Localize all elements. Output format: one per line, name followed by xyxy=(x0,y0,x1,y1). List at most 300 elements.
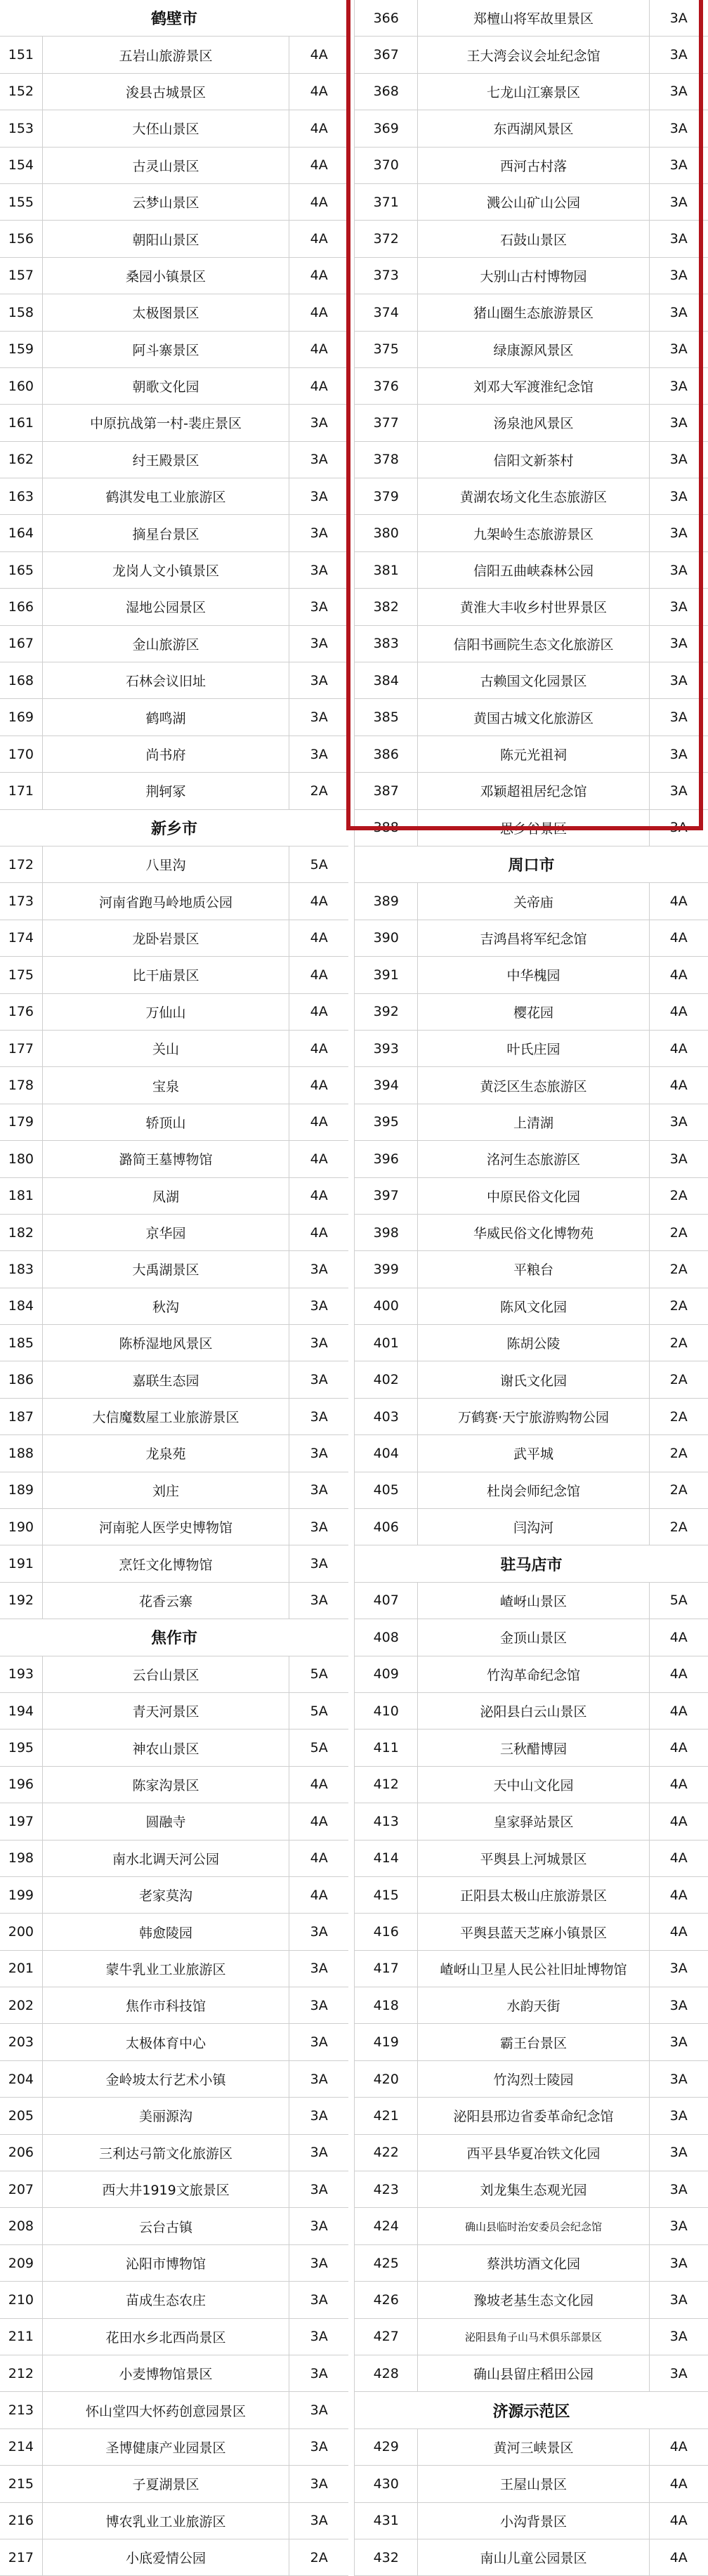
rating-level: 3A xyxy=(289,1361,348,1397)
table-row xyxy=(0,1399,348,1435)
row-number: 169 xyxy=(0,699,43,735)
rating-level: 3A xyxy=(289,1951,348,1987)
table-row xyxy=(354,1325,708,1361)
scenic-spot-name: 信阳五曲峡森林公园 xyxy=(418,552,649,588)
scenic-spot-name: 九架岭生态旅游景区 xyxy=(418,515,649,551)
table-row xyxy=(354,699,708,735)
row-number: 154 xyxy=(0,148,43,183)
table-row xyxy=(354,1104,708,1141)
rating-level: 3A xyxy=(289,1288,348,1324)
row-number: 162 xyxy=(0,442,43,478)
table-row xyxy=(354,1361,708,1398)
rating-level: 2A xyxy=(650,1435,708,1471)
scenic-spot-name: 樱花园 xyxy=(418,994,649,1030)
row-number: 205 xyxy=(0,2098,43,2133)
scenic-spot-name: 吉鸿昌将军纪念馆 xyxy=(418,920,649,956)
scenic-spot-name: 花田水乡北西尚景区 xyxy=(43,2319,290,2355)
rating-level: 3A xyxy=(650,1987,708,2023)
row-number: 405 xyxy=(354,1472,418,1508)
rating-level: 2A xyxy=(650,1251,708,1287)
rating-level: 4A xyxy=(289,221,348,256)
row-number: 391 xyxy=(354,957,418,993)
row-number: 387 xyxy=(354,773,418,809)
table-row xyxy=(354,2503,708,2539)
scenic-spot-name: 尚书府 xyxy=(43,736,290,772)
table-row xyxy=(0,846,348,883)
scenic-spot-name: 关帝庙 xyxy=(418,883,649,919)
row-number: 395 xyxy=(354,1104,418,1140)
scenic-spot-name: 陈桥湿地风景区 xyxy=(43,1325,290,1361)
rating-level: 4A xyxy=(650,2539,708,2575)
row-number: 206 xyxy=(0,2135,43,2171)
table-row xyxy=(0,1288,348,1325)
scenic-spot-name: 子夏湖景区 xyxy=(43,2466,290,2502)
scenic-spot-name: 猪山圈生态旅游景区 xyxy=(418,294,649,330)
rating-level: 4A xyxy=(289,1031,348,1066)
rating-level: 3A xyxy=(289,515,348,551)
rating-level: 3A xyxy=(650,2245,708,2281)
row-number: 427 xyxy=(354,2319,418,2355)
row-number: 199 xyxy=(0,1877,43,1913)
scenic-spot-name: 金山旅游区 xyxy=(43,626,290,662)
rating-level: 4A xyxy=(289,37,348,72)
scenic-spot-name: 秋沟 xyxy=(43,1288,290,1324)
rating-level: 3A xyxy=(289,2319,348,2355)
rating-level: 3A xyxy=(289,662,348,698)
scenic-spot-name: 陈风文化园 xyxy=(418,1288,649,1324)
scenic-spot-name: 绿康源风景区 xyxy=(418,332,649,367)
city-header: 新乡市 xyxy=(0,810,348,846)
table-row xyxy=(0,1509,348,1545)
table-row xyxy=(354,2466,708,2502)
scenic-spot-name: 河南省跑马岭地质公园 xyxy=(43,883,290,919)
scenic-spot-name: 确山县留庄稻田公园 xyxy=(418,2355,649,2391)
rating-level: 4A xyxy=(289,368,348,404)
scenic-spot-name: 陈家沟景区 xyxy=(43,1767,290,1803)
rating-level: 3A xyxy=(289,1583,348,1619)
table-row xyxy=(0,1914,348,1950)
row-number: 414 xyxy=(354,1841,418,1876)
rating-level: 2A xyxy=(289,2539,348,2575)
table-row xyxy=(0,883,348,920)
row-number: 198 xyxy=(0,1841,43,1876)
row-number: 195 xyxy=(0,1730,43,1765)
rating-level: 3A xyxy=(289,2061,348,2097)
rating-level: 2A xyxy=(650,1178,708,1214)
right-table xyxy=(354,0,708,2576)
row-number: 172 xyxy=(0,846,43,882)
scenic-spot-name: 云台古镇 xyxy=(43,2208,290,2244)
scenic-spot-name: 信阳文新茶村 xyxy=(418,442,649,478)
table-row xyxy=(354,626,708,662)
rating-level: 3A xyxy=(650,2208,708,2244)
table-row xyxy=(354,883,708,920)
scenic-spot-name: 朝歌文化园 xyxy=(43,368,290,404)
rating-level: 3A xyxy=(289,1435,348,1471)
row-number: 420 xyxy=(354,2061,418,2097)
rating-level: 4A xyxy=(650,1877,708,1913)
row-number: 187 xyxy=(0,1399,43,1434)
table-row xyxy=(0,368,348,405)
row-number: 157 xyxy=(0,258,43,294)
row-number: 200 xyxy=(0,1914,43,1949)
row-number: 182 xyxy=(0,1215,43,1250)
rating-level: 3A xyxy=(289,736,348,772)
rating-level: 3A xyxy=(289,699,348,735)
rating-level: 3A xyxy=(650,1141,708,1177)
rating-level: 4A xyxy=(289,1178,348,1214)
rating-level: 3A xyxy=(650,221,708,256)
rating-level: 3A xyxy=(650,773,708,809)
rating-level: 3A xyxy=(650,2135,708,2171)
row-number: 170 xyxy=(0,736,43,772)
table-row xyxy=(0,662,348,699)
row-number: 388 xyxy=(354,810,418,846)
scenic-spot-name: 王大湾会议会址纪念馆 xyxy=(418,37,649,72)
scenic-spot-name: 上清湖 xyxy=(418,1104,649,1140)
row-number: 212 xyxy=(0,2355,43,2391)
table-row xyxy=(0,1472,348,1509)
rating-level: 3A xyxy=(650,626,708,662)
scenic-spot-name: 华威民俗文化博物苑 xyxy=(418,1215,649,1250)
row-number: 204 xyxy=(0,2061,43,2097)
row-number: 406 xyxy=(354,1509,418,1545)
table-row xyxy=(354,2135,708,2171)
row-number: 403 xyxy=(354,1399,418,1434)
scenic-spot-name: 王屋山景区 xyxy=(418,2466,649,2502)
city-header: 焦作市 xyxy=(0,1619,348,1656)
scenic-spot-name: 古赖国文化园景区 xyxy=(418,662,649,698)
table-row xyxy=(0,699,348,735)
scenic-spot-name: 三秋醋博园 xyxy=(418,1730,649,1765)
rating-level: 5A xyxy=(650,1583,708,1619)
row-number: 190 xyxy=(0,1509,43,1545)
rating-level: 3A xyxy=(289,2208,348,2244)
rating-level: 3A xyxy=(650,74,708,110)
table-row xyxy=(354,1877,708,1914)
scenic-spot-name: 蒙牛乳业工业旅游区 xyxy=(43,1951,290,1987)
row-number: 410 xyxy=(354,1693,418,1729)
table-row xyxy=(354,1141,708,1177)
scenic-spot-name: 竹沟烈士陵园 xyxy=(418,2061,649,2097)
table-row xyxy=(354,810,708,846)
table-row xyxy=(0,1951,348,1987)
table-row xyxy=(354,515,708,551)
table-row xyxy=(354,1730,708,1766)
scenic-spot-name: 八里沟 xyxy=(43,846,290,882)
rating-level: 4A xyxy=(289,1215,348,1250)
table-row xyxy=(354,1841,708,1877)
scenic-spot-name: 河南驼人医学史博物馆 xyxy=(43,1509,290,1545)
table-row xyxy=(354,2282,708,2318)
row-number: 393 xyxy=(354,1031,418,1066)
table-row xyxy=(354,1509,708,1545)
table-row xyxy=(354,1803,708,1840)
table-row xyxy=(354,2355,708,2392)
rating-level: 4A xyxy=(650,883,708,919)
table-row xyxy=(354,1767,708,1803)
table-row xyxy=(0,2319,348,2355)
scenic-spot-name: 太极图景区 xyxy=(43,294,290,330)
scenic-spot-name: 老家莫沟 xyxy=(43,1877,290,1913)
rating-level: 3A xyxy=(650,405,708,440)
scenic-spot-name: 黄泛区生态旅游区 xyxy=(418,1067,649,1103)
scenic-spot-name: 万鹤赛·天宁旅游购物公园 xyxy=(418,1399,649,1434)
table-row xyxy=(354,2245,708,2282)
table-row xyxy=(0,773,348,809)
rating-level: 3A xyxy=(289,1472,348,1508)
table-row xyxy=(0,2098,348,2134)
row-number: 415 xyxy=(354,1877,418,1913)
scenic-spot-name: 洺河生态旅游区 xyxy=(418,1141,649,1177)
rating-level: 3A xyxy=(650,368,708,404)
table-row xyxy=(0,2466,348,2502)
table-row xyxy=(354,74,708,110)
table-row xyxy=(0,2061,348,2098)
scenic-spot-name: 刘邓大军渡淮纪念馆 xyxy=(418,368,649,404)
row-number: 161 xyxy=(0,405,43,440)
row-number: 394 xyxy=(354,1067,418,1103)
row-number: 202 xyxy=(0,1987,43,2023)
rating-level: 4A xyxy=(650,1693,708,1729)
scenic-spot-name: 西河古村落 xyxy=(418,148,649,183)
row-number: 369 xyxy=(354,110,418,146)
row-number: 208 xyxy=(0,2208,43,2244)
scenic-spot-name: 南水北调天河公园 xyxy=(43,1841,290,1876)
row-number: 192 xyxy=(0,1583,43,1619)
row-number: 376 xyxy=(354,368,418,404)
rating-level: 3A xyxy=(289,2466,348,2502)
scenic-spot-name: 湿地公园景区 xyxy=(43,589,290,625)
table-row xyxy=(0,74,348,110)
row-number: 424 xyxy=(354,2208,418,2244)
table-row xyxy=(0,2024,348,2060)
row-number: 158 xyxy=(0,294,43,330)
city-header: 鹤壁市 xyxy=(0,0,348,37)
rating-level: 3A xyxy=(289,1545,348,1581)
table-row xyxy=(0,2429,348,2466)
row-number: 383 xyxy=(354,626,418,662)
row-number: 177 xyxy=(0,1031,43,1066)
table-row xyxy=(0,258,348,294)
rating-level: 4A xyxy=(289,332,348,367)
row-number: 171 xyxy=(0,773,43,809)
table-row xyxy=(0,1435,348,1472)
scenic-spot-name: 黄河三峡景区 xyxy=(418,2429,649,2465)
rating-level: 4A xyxy=(289,994,348,1030)
rating-level: 3A xyxy=(289,1251,348,1287)
rating-level: 3A xyxy=(650,0,708,36)
rating-level: 3A xyxy=(289,2171,348,2207)
table-row xyxy=(354,552,708,589)
row-number: 183 xyxy=(0,1251,43,1287)
scenic-spot-name: 关山 xyxy=(43,1031,290,1066)
rating-level: 4A xyxy=(650,1767,708,1803)
scenic-spot-name: 大别山古村博物园 xyxy=(418,258,649,294)
row-number: 166 xyxy=(0,589,43,625)
rating-level: 3A xyxy=(650,184,708,220)
table-row xyxy=(354,662,708,699)
table-row xyxy=(354,294,708,331)
rating-level: 3A xyxy=(289,442,348,478)
table-row xyxy=(354,994,708,1031)
row-number: 186 xyxy=(0,1361,43,1397)
table-row xyxy=(354,2171,708,2208)
row-number: 411 xyxy=(354,1730,418,1765)
scenic-spot-name: 古灵山景区 xyxy=(43,148,290,183)
rating-level: 4A xyxy=(650,957,708,993)
row-number: 173 xyxy=(0,883,43,919)
scenic-spot-name: 汤泉池风景区 xyxy=(418,405,649,440)
scenic-spot-name: 蔡洪坊酒文化园 xyxy=(418,2245,649,2281)
rating-level: 4A xyxy=(289,1803,348,1839)
rating-level: 4A xyxy=(650,920,708,956)
rating-level: 2A xyxy=(650,1215,708,1250)
row-number: 400 xyxy=(354,1288,418,1324)
rating-level: 4A xyxy=(289,1104,348,1140)
table-row xyxy=(354,184,708,221)
rating-level: 3A xyxy=(289,1399,348,1434)
table-row xyxy=(0,1803,348,1840)
rating-level: 4A xyxy=(289,258,348,294)
row-number: 408 xyxy=(354,1619,418,1655)
row-number: 373 xyxy=(354,258,418,294)
scenic-spot-name: 万仙山 xyxy=(43,994,290,1030)
scenic-spot-name: 嵖岈山卫星人民公社旧址博物馆 xyxy=(418,1951,649,1987)
rating-level: 3A xyxy=(650,2282,708,2317)
table-row xyxy=(354,2098,708,2134)
row-number: 368 xyxy=(354,74,418,110)
row-number: 382 xyxy=(354,589,418,625)
city-header: 济源示范区 xyxy=(354,2392,708,2428)
row-number: 386 xyxy=(354,736,418,772)
table-row xyxy=(354,2319,708,2355)
rating-level: 4A xyxy=(650,994,708,1030)
rating-level: 4A xyxy=(289,1767,348,1803)
table-row xyxy=(0,2392,348,2428)
scenic-spot-name: 金岭坡太行艺术小镇 xyxy=(43,2061,290,2097)
row-number: 175 xyxy=(0,957,43,993)
table-row xyxy=(0,148,348,184)
rating-level: 3A xyxy=(650,515,708,551)
rating-level: 4A xyxy=(289,920,348,956)
row-number: 176 xyxy=(0,994,43,1030)
row-number: 380 xyxy=(354,515,418,551)
scenic-spot-name: 轿顶山 xyxy=(43,1104,290,1140)
row-number: 207 xyxy=(0,2171,43,2207)
rating-level: 3A xyxy=(650,258,708,294)
rating-level: 4A xyxy=(650,1031,708,1066)
rating-level: 2A xyxy=(650,1361,708,1397)
scenic-spot-name: 美丽源沟 xyxy=(43,2098,290,2133)
table-row xyxy=(0,1178,348,1215)
row-number: 396 xyxy=(354,1141,418,1177)
table-row xyxy=(354,2539,708,2576)
table-row xyxy=(0,1141,348,1177)
table-row xyxy=(0,1251,348,1288)
rating-level: 4A xyxy=(650,2466,708,2502)
scenic-spot-name: 中原民俗文化园 xyxy=(418,1178,649,1214)
rating-level: 3A xyxy=(650,442,708,478)
rating-level: 4A xyxy=(289,883,348,919)
table-row xyxy=(0,1656,348,1693)
scenic-spot-name: 叶氏庄园 xyxy=(418,1031,649,1066)
table-row xyxy=(354,1472,708,1509)
row-number: 178 xyxy=(0,1067,43,1103)
row-number: 378 xyxy=(354,442,418,478)
row-number: 425 xyxy=(354,2245,418,2281)
scenic-spot-name: 焦作市科技馆 xyxy=(43,1987,290,2023)
scenic-spot-name: 中华槐园 xyxy=(418,957,649,993)
scenic-spot-name: 龙卧岩景区 xyxy=(43,920,290,956)
rating-level: 3A xyxy=(289,2392,348,2428)
scenic-spot-name: 竹沟革命纪念馆 xyxy=(418,1656,649,1692)
table-row xyxy=(0,1693,348,1730)
rating-level: 3A xyxy=(289,2503,348,2539)
table-row xyxy=(0,2539,348,2576)
scenic-spot-name: 青天河景区 xyxy=(43,1693,290,1729)
scenic-spot-name: 比干庙景区 xyxy=(43,957,290,993)
scenic-spot-name: 小底爱情公园 xyxy=(43,2539,290,2575)
scenic-spot-name: 泌阳县邢边省委革命纪念馆 xyxy=(418,2098,649,2133)
row-number: 179 xyxy=(0,1104,43,1140)
rating-level: 3A xyxy=(289,2098,348,2133)
rating-level: 3A xyxy=(650,2061,708,2097)
scenic-spot-name: 陈元光祖祠 xyxy=(418,736,649,772)
table-row xyxy=(354,736,708,773)
row-number: 174 xyxy=(0,920,43,956)
scenic-spot-name: 宝泉 xyxy=(43,1067,290,1103)
scenic-spot-name: 京华园 xyxy=(43,1215,290,1250)
table-row xyxy=(354,37,708,73)
rating-level: 3A xyxy=(289,589,348,625)
row-number: 196 xyxy=(0,1767,43,1803)
table-row xyxy=(0,552,348,589)
table-row xyxy=(0,994,348,1031)
rating-level: 4A xyxy=(289,1841,348,1876)
rating-level: 4A xyxy=(289,1141,348,1177)
table-row xyxy=(0,1841,348,1877)
scenic-spot-name: 嘉联生态园 xyxy=(43,1361,290,1397)
table-row xyxy=(0,736,348,773)
table-row xyxy=(0,920,348,957)
rating-level: 3A xyxy=(289,478,348,514)
row-number: 165 xyxy=(0,552,43,588)
row-number: 184 xyxy=(0,1288,43,1324)
row-number: 209 xyxy=(0,2245,43,2281)
rating-level: 2A xyxy=(650,1399,708,1434)
scenic-spot-name: 水韵天街 xyxy=(418,1987,649,2023)
rating-level: 3A xyxy=(289,2135,348,2171)
row-number: 151 xyxy=(0,37,43,72)
scenic-spot-name: 黄国古城文化旅游区 xyxy=(418,699,649,735)
table-row xyxy=(354,110,708,147)
scenic-spot-name: 龙岗人文小镇景区 xyxy=(43,552,290,588)
table-row xyxy=(354,405,708,441)
scenic-spot-name: 闫沟河 xyxy=(418,1509,649,1545)
rating-level: 2A xyxy=(650,1509,708,1545)
rating-level: 4A xyxy=(650,2503,708,2539)
row-number: 155 xyxy=(0,184,43,220)
scenic-spot-name: 鹤鸣湖 xyxy=(43,699,290,735)
rating-level: 3A xyxy=(289,405,348,440)
table-row xyxy=(0,2282,348,2318)
row-number: 211 xyxy=(0,2319,43,2355)
rating-level: 3A xyxy=(650,2098,708,2133)
row-number: 153 xyxy=(0,110,43,146)
row-number: 167 xyxy=(0,626,43,662)
scenic-spot-name: 溅公山矿山公园 xyxy=(418,184,649,220)
